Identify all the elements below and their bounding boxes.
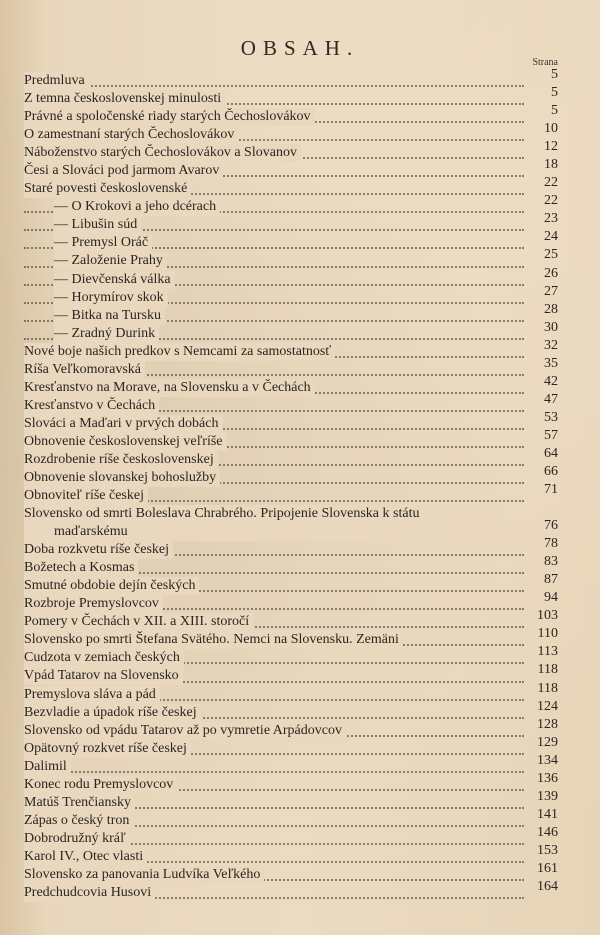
toc-entry-page-number: 94 [544, 590, 558, 606]
toc-entry-title: Konec rodu Premyslovcov [24, 776, 177, 794]
toc-entry-page-number: 23 [544, 211, 558, 227]
toc-entry [24, 229, 558, 252]
toc-entry-title: Predchudcovia Husovi [24, 884, 155, 902]
toc-entry-title: Smutné obdobie dejín českých [24, 577, 199, 595]
toc-entry-title: Obnoviteľ ríše českej [24, 487, 148, 505]
toc-entry-title: — Zradný Durink [54, 325, 159, 343]
toc-entry [24, 67, 558, 90]
toc-entry-page-number: 136 [537, 770, 558, 786]
toc-entry-title: Slovensko po smrti Štefana Svätého. Nemci na Slovensku. Zemäni [24, 631, 403, 649]
toc-entry-title: Česi a Slováci pod jarmom Avarov [24, 162, 223, 180]
table-of-contents [24, 67, 558, 902]
toc-entry [24, 716, 558, 740]
toc-entry-page-number: 103 [537, 608, 558, 624]
toc-entry-page-number: 83 [544, 554, 558, 570]
toc-entry [24, 157, 558, 180]
toc-entry-page-number: 146 [537, 824, 558, 840]
toc-entry-page-number: 18 [544, 157, 558, 173]
toc-entry-title: Nové boje našich predkov s Nemcami za samostatnosť [24, 343, 335, 361]
toc-entry-title: Staré povesti československé [24, 180, 191, 198]
toc-entry-page-number: 113 [537, 644, 558, 660]
toc-entry-page-number: 78 [544, 536, 558, 552]
toc-entry [24, 572, 558, 595]
toc-entry-page-number: 139 [537, 788, 558, 804]
toc-entry [24, 644, 558, 667]
toc-entry-title: Rozdrobenie ríše československej [24, 451, 218, 469]
toc-entry-title: — Libušin súd [54, 216, 141, 234]
toc-entry-page-number: 134 [537, 752, 558, 768]
toc-entry-page-number: 26 [544, 265, 558, 281]
toc-entry-title: Kresťanstvo v Čechách [24, 397, 159, 415]
toc-entry-page-number: 47 [544, 391, 558, 407]
toc-entry-title: — O Krokovi a jeho dcérach [54, 198, 220, 216]
toc-entry-page-number: 161 [537, 860, 558, 876]
toc-entry-page-number: 164 [537, 879, 558, 895]
toc-entry [24, 482, 558, 505]
toc-entry [24, 734, 558, 758]
toc-entry-title: Zápas o český tron [24, 812, 133, 830]
toc-entry-page-number: 22 [544, 175, 558, 191]
toc-entry-title: Kresťanstvo na Morave, na Slovensku a v Čechách [24, 379, 315, 397]
toc-entry-page-number: 22 [544, 193, 558, 209]
toc-entry [24, 391, 558, 415]
dot-leader [24, 85, 524, 87]
toc-entry-title: Cudzota v zemiach českých [24, 649, 184, 667]
toc-entry-page-number: 5 [551, 67, 558, 82]
toc-entry-title: Obnovenie slovanskej bohoslužby [24, 469, 220, 487]
toc-entry-title: Karol IV., Otec vlasti [24, 848, 147, 866]
toc-entry-title: Božetech a Kosmas [24, 559, 138, 577]
toc-entry-page-number: 30 [544, 319, 558, 335]
toc-entry-title: Z temna československej minulosti [24, 90, 225, 108]
toc-entry-page-number: 24 [544, 229, 558, 245]
toc-entry [24, 337, 558, 361]
toc-entry-page-number: 118 [537, 662, 558, 678]
toc-entry-page-number: 10 [544, 121, 558, 137]
toc-entry-page-number: 35 [544, 355, 558, 371]
toc-entry [24, 505, 558, 541]
toc-entry-page-number: 25 [544, 247, 558, 263]
toc-entry [24, 662, 558, 685]
toc-entry-title: Matúš Trenčiansky [24, 794, 135, 812]
toc-entry-page-number: 128 [537, 716, 558, 732]
toc-entry [24, 193, 558, 216]
toc-entry [24, 283, 558, 307]
toc-entry-page-number: 12 [544, 139, 558, 155]
toc-entry [24, 698, 558, 722]
toc-entry-page-number: 53 [544, 409, 558, 425]
toc-entry [24, 139, 558, 162]
toc-entry [24, 85, 558, 108]
toc-entry-page-number: 32 [544, 337, 558, 353]
toc-entry [24, 626, 558, 649]
toc-entry [24, 319, 558, 343]
toc-entry [24, 355, 558, 379]
toc-entry [24, 806, 558, 830]
toc-entry [24, 590, 558, 613]
toc-entry-title: — Horymírov skok [54, 289, 168, 307]
toc-entry-title: O zamestnaní starých Čechoslovákov [24, 126, 238, 144]
toc-entry-page-number: 110 [537, 626, 558, 642]
toc-entry-title: Dalimil [24, 758, 71, 776]
toc-entry-page-number: 76 [544, 518, 558, 534]
toc-entry [24, 464, 558, 487]
toc-entry [24, 175, 558, 198]
toc-entry-title: Doba rozkvetu ríše českej [24, 541, 173, 559]
toc-entry-title: Dobrodružný kráľ [24, 830, 130, 848]
toc-entry [24, 301, 558, 325]
toc-entry [24, 373, 558, 397]
toc-entry-page-number: 129 [537, 734, 558, 750]
toc-entry-page-number: 42 [544, 373, 558, 389]
toc-entry [24, 788, 558, 812]
toc-entry-title: Opätovný rozkvet ríše českej [24, 740, 191, 758]
toc-entry [24, 608, 558, 631]
toc-entry [24, 536, 558, 559]
toc-entry [24, 265, 558, 289]
toc-entry [24, 770, 558, 794]
toc-entry [24, 860, 558, 884]
toc-entry-title: Predmluva [24, 72, 89, 90]
toc-entry-title-continued: maďarskému [24, 523, 558, 541]
toc-entry-page-number: 27 [544, 283, 558, 299]
page-title: OBSAH. [240, 36, 360, 60]
toc-entry-title: — Premysl Oráč [54, 234, 152, 252]
toc-entry-title: Náboženstvo starých Čechoslovákov a Slovanov [24, 144, 301, 162]
toc-entry-page-number: 141 [537, 806, 558, 822]
toc-entry [24, 103, 558, 126]
toc-entry [24, 554, 558, 577]
page-column-label: Strana [532, 57, 558, 68]
dot-leader [24, 771, 524, 773]
toc-entry-title: Ríša Veľkomoravská [24, 361, 145, 379]
toc-entry [24, 445, 558, 469]
toc-entry [24, 211, 558, 234]
toc-entry-title: — Bitka na Tursku [54, 307, 165, 325]
toc-entry [24, 879, 558, 902]
toc-entry-page-number: 153 [537, 842, 558, 858]
toc-entry-title: Slováci a Maďari v prvých dobách [24, 415, 223, 433]
toc-entry-title: Pomery v Čechách v XII. a XIII. storočí [24, 613, 253, 631]
toc-entry-title: Slovensko od smrti Boleslava Chrabrého. Pripojenie Slovenska k státu [24, 505, 423, 523]
toc-entry [24, 842, 558, 866]
toc-entry [24, 427, 558, 451]
toc-entry-page-number: 64 [544, 445, 558, 461]
toc-entry-title: Vpád Tatarov na Slovensko [24, 667, 183, 685]
toc-entry [24, 409, 558, 433]
toc-entry-title: Slovensko od vpádu Tatarov až po vymretie Arpádovcov [24, 722, 346, 740]
toc-entry-title: Právné a spoločenské riady starých Čechoslovákov [24, 108, 315, 126]
toc-entry-page-number: 124 [537, 698, 558, 714]
toc-entry-title: Rozbroje Premyslovcov [24, 595, 163, 613]
toc-entry [24, 680, 558, 704]
toc-entry-title: — Dievčenská válka [54, 271, 175, 289]
toc-entry-page-number: 87 [544, 572, 558, 588]
toc-entry-page-number: 28 [544, 301, 558, 317]
toc-entry-title: Premyslova sláva a pád [24, 686, 160, 704]
toc-entry-page-number: 66 [544, 464, 558, 480]
toc-entry [24, 752, 558, 776]
toc-entry-title: Obnovenie československej veľríše [24, 433, 227, 451]
toc-entry-title: Bezvladie a úpadok ríše českej [24, 704, 201, 722]
toc-entry-page-number: 57 [544, 427, 558, 443]
toc-entry-page-number: 118 [537, 680, 558, 696]
toc-entry-title: Slovensko za panovania Ludvíka Veľkého [24, 866, 264, 884]
toc-entry-page-number: 5 [551, 85, 558, 101]
toc-entry [24, 247, 558, 270]
toc-entry-page-number: 5 [551, 103, 558, 119]
toc-entry [24, 121, 558, 144]
toc-entry-page-number: 71 [544, 482, 558, 498]
toc-entry-title: — Založenie Prahy [54, 252, 167, 270]
toc-entry [24, 824, 558, 848]
